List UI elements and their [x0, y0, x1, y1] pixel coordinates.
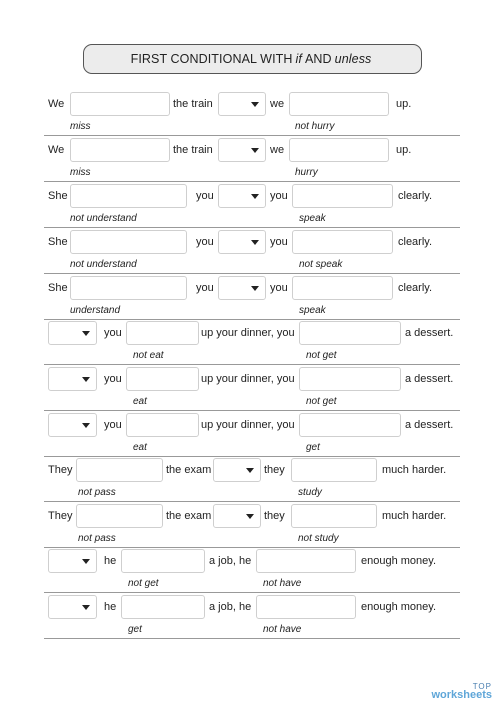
answer-input-2[interactable]: [299, 413, 401, 437]
sentence-word: you: [196, 282, 214, 294]
chevron-down-icon: [251, 286, 259, 291]
exercise-row: [0, 457, 500, 503]
verb-hint: eat: [133, 396, 147, 407]
title-unless: unless: [334, 52, 372, 66]
verb-hint: hurry: [295, 167, 318, 178]
answer-input-2[interactable]: [256, 549, 356, 573]
verb-hint: eat: [133, 442, 147, 453]
sentence-word: We: [48, 144, 65, 156]
title-if: if: [295, 52, 302, 66]
verb-hint: get: [128, 624, 142, 635]
sentence-word: we: [270, 144, 285, 156]
answer-input-2[interactable]: [292, 276, 393, 300]
sentence-word: She: [48, 236, 68, 248]
sentence-word: up your dinner, you: [201, 327, 295, 339]
verb-hint: not get: [128, 578, 159, 589]
verb-hint: not speak: [299, 259, 343, 270]
answer-input-2[interactable]: [289, 92, 389, 116]
answer-input-1[interactable]: [70, 230, 187, 254]
conjunction-dropdown[interactable]: [218, 276, 266, 300]
sentence-word: up your dinner, you: [201, 373, 295, 385]
exercise-row: [0, 412, 500, 458]
answer-input-2[interactable]: [256, 595, 356, 619]
conjunction-dropdown[interactable]: [48, 367, 97, 391]
conjunction-dropdown[interactable]: [218, 184, 266, 208]
sentence-word: They: [48, 464, 73, 476]
answer-input-1[interactable]: [70, 184, 187, 208]
conjunction-dropdown[interactable]: [218, 138, 266, 162]
chevron-down-icon: [251, 194, 259, 199]
row-divider: [44, 501, 460, 502]
sentence-word: you: [196, 190, 214, 202]
conjunction-dropdown[interactable]: [218, 230, 266, 254]
sentence-word: he: [104, 555, 117, 567]
exercise-row: [0, 91, 500, 137]
answer-input-1[interactable]: [126, 367, 199, 391]
title-and: AND: [304, 52, 332, 66]
chevron-down-icon: [251, 102, 259, 107]
verb-hint: not study: [298, 533, 339, 544]
chevron-down-icon: [251, 240, 259, 245]
brand-name: worksheets: [431, 689, 492, 701]
sentence-word: a job, he: [209, 555, 252, 567]
chevron-down-icon: [246, 514, 254, 519]
sentence-word: we: [270, 98, 285, 110]
sentence-word: a dessert.: [405, 419, 454, 431]
sentence-word: We: [48, 98, 65, 110]
verb-hint: not eat: [133, 350, 164, 361]
sentence-word: a job, he: [209, 601, 252, 613]
sentence-word: you: [270, 190, 288, 202]
chevron-down-icon: [82, 423, 90, 428]
row-divider: [44, 364, 460, 365]
verb-hint: speak: [299, 213, 326, 224]
answer-input-2[interactable]: [292, 230, 393, 254]
sentence-word: much harder.: [382, 464, 447, 476]
exercise-row: [0, 594, 500, 640]
exercise-row: [0, 503, 500, 549]
sentence-word: up your dinner, you: [201, 419, 295, 431]
sentence-word: clearly.: [398, 190, 433, 202]
verb-hint: not have: [263, 578, 302, 589]
exercise-row: [0, 320, 500, 366]
conjunction-dropdown[interactable]: [48, 549, 97, 573]
verb-hint: not get: [306, 396, 337, 407]
verb-hint: miss: [70, 167, 91, 178]
sentence-word: he: [104, 601, 117, 613]
conjunction-dropdown[interactable]: [48, 413, 97, 437]
sentence-word: you: [270, 236, 288, 248]
answer-input-1[interactable]: [70, 138, 170, 162]
sentence-word: they: [264, 464, 285, 476]
sentence-word: clearly.: [398, 236, 433, 248]
sentence-word: They: [48, 510, 73, 522]
chevron-down-icon: [82, 377, 90, 382]
sentence-word: you: [196, 236, 214, 248]
answer-input-2[interactable]: [291, 504, 377, 528]
verb-hint: not pass: [78, 487, 116, 498]
exercise-row: [0, 137, 500, 183]
title-prefix: FIRST CONDITIONAL WITH: [130, 52, 293, 66]
exercise-row: [0, 275, 500, 321]
sentence-word: a dessert.: [405, 373, 454, 385]
exercise-row: [0, 548, 500, 594]
row-divider: [44, 273, 460, 274]
brand-top: TOP: [472, 682, 492, 691]
conjunction-dropdown[interactable]: [213, 504, 261, 528]
sentence-word: enough money.: [361, 601, 437, 613]
row-divider: [44, 227, 460, 228]
answer-input-1[interactable]: [121, 549, 205, 573]
sentence-word: a dessert.: [405, 327, 454, 339]
row-divider: [44, 592, 460, 593]
answer-input-1[interactable]: [126, 413, 199, 437]
verb-hint: not understand: [70, 213, 137, 224]
brand-logo: [431, 682, 492, 701]
verb-hint: not hurry: [295, 121, 335, 132]
conjunction-dropdown[interactable]: [218, 92, 266, 116]
verb-hint: not understand: [70, 259, 137, 270]
answer-input-2[interactable]: [289, 138, 389, 162]
answer-input-1[interactable]: [126, 321, 199, 345]
sentence-word: enough money.: [361, 555, 437, 567]
chevron-down-icon: [246, 468, 254, 473]
verb-hint: not get: [306, 350, 337, 361]
row-divider: [44, 638, 460, 639]
sentence-word: clearly.: [398, 282, 433, 294]
sentence-word: you: [104, 419, 122, 431]
answer-input-1[interactable]: [70, 92, 170, 116]
verb-hint: study: [298, 487, 322, 498]
exercise-row: [0, 229, 500, 275]
sentence-word: the exam: [166, 510, 212, 522]
sentence-word: up.: [396, 98, 412, 110]
verb-hint: understand: [70, 305, 121, 316]
verb-hint: speak: [299, 305, 326, 316]
answer-input-1[interactable]: [70, 276, 187, 300]
verb-hint: miss: [70, 121, 91, 132]
sentence-word: up.: [396, 144, 412, 156]
sentence-word: much harder.: [382, 510, 447, 522]
row-divider: [44, 181, 460, 182]
chevron-down-icon: [82, 559, 90, 564]
conjunction-dropdown[interactable]: [213, 458, 261, 482]
sentence-word: the train: [173, 144, 213, 156]
sentence-word: She: [48, 190, 68, 202]
verb-hint: not have: [263, 624, 302, 635]
answer-input-1[interactable]: [76, 458, 163, 482]
sentence-word: you: [270, 282, 288, 294]
page-title: [83, 44, 422, 74]
exercise-row: [0, 366, 500, 412]
sentence-word: they: [264, 510, 285, 522]
sentence-word: you: [104, 327, 122, 339]
conjunction-dropdown[interactable]: [48, 595, 97, 619]
answer-input-2[interactable]: [299, 321, 401, 345]
exercise-row: [0, 183, 500, 229]
chevron-down-icon: [82, 605, 90, 610]
verb-hint: not pass: [78, 533, 116, 544]
row-divider: [44, 135, 460, 136]
chevron-down-icon: [82, 331, 90, 336]
answer-input-2[interactable]: [291, 458, 377, 482]
answer-input-2[interactable]: [292, 184, 393, 208]
row-divider: [44, 410, 460, 411]
chevron-down-icon: [251, 148, 259, 153]
answer-input-2[interactable]: [299, 367, 401, 391]
conjunction-dropdown[interactable]: [48, 321, 97, 345]
verb-hint: get: [306, 442, 320, 453]
sentence-word: She: [48, 282, 68, 294]
sentence-word: the exam: [166, 464, 212, 476]
sentence-word: you: [104, 373, 122, 385]
answer-input-1[interactable]: [76, 504, 163, 528]
sentence-word: the train: [173, 98, 213, 110]
answer-input-1[interactable]: [121, 595, 205, 619]
